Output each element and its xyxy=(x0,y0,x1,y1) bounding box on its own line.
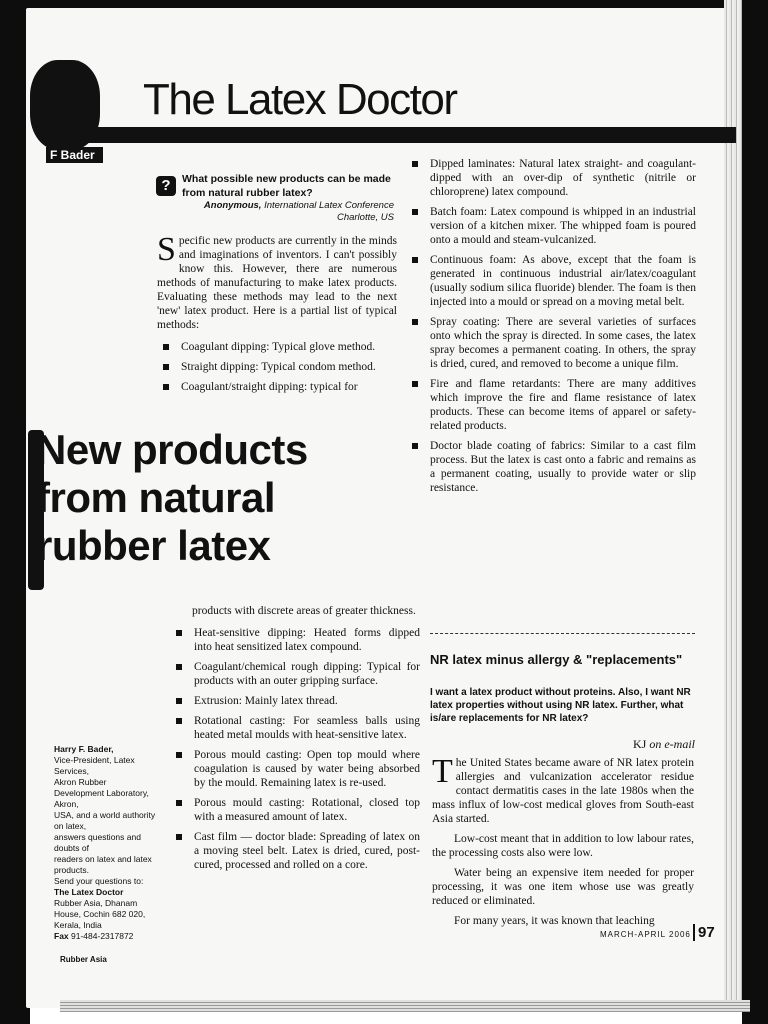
bio-line: products. xyxy=(54,865,89,875)
method-list-b xyxy=(170,626,420,872)
address-line: House, Cochin 682 020, xyxy=(54,909,146,919)
answer-1-column-b xyxy=(170,604,420,878)
question-1-location: Charlotte, US xyxy=(336,212,394,223)
address-line: Rubber Asia, Dhanam xyxy=(54,898,138,908)
list-item: Spray coating: There are several varieties of surfaces onto which the spray is directed. In some cases, the latex spray becomes a permanent coating. In others, the spray is dried, cured, and removed to become a unique film. xyxy=(406,315,696,371)
bio-line: readers on latex and latex xyxy=(54,854,152,864)
page-number: 97 xyxy=(693,924,715,941)
column-title: The Latex Doctor xyxy=(143,75,457,124)
answer-2-column xyxy=(432,753,694,928)
list-item: Porous mould casting: Open top mould where coagulation is caused by water being absorbed by the mould. Remaining latex is re-used. xyxy=(170,748,420,790)
question-2-asker: KJ xyxy=(633,737,647,751)
headline-line: New products xyxy=(36,426,308,473)
bio-line: Development Laboratory, xyxy=(54,788,149,798)
question-2-source: on e-mail xyxy=(646,737,695,751)
list-item: Coagulant/chemical rough dipping: Typical for products with an outer gripping surface. xyxy=(170,660,420,688)
answer-1-column-c xyxy=(406,157,696,501)
answer-2-para: Low-cost meant that in addition to low labour rates, the processing costs also were low. xyxy=(432,833,694,859)
bio-line: on latex, xyxy=(54,821,87,831)
headline-line: rubber latex xyxy=(36,522,271,569)
bio-line: USA, and a world authority xyxy=(54,810,156,820)
question-1-attribution xyxy=(182,200,394,224)
list-item: Continuous foam: As above, except that the foam is generated in continuous industrial air/latex/coagulant (usually sodium silica fluoride) blender. The foam is then injected into a mould or spread on a moving metal belt. xyxy=(406,253,696,309)
answer-2-para: The United States became aware of NR latex protein allergies and vulcanization accelerator residue contact dermatitis cases in the late 1980s when the mass influx of low-cost medical gloves from South-east Asia started. xyxy=(432,753,694,825)
answer-2-para: For many years, it was known that leaching xyxy=(454,915,655,927)
bio-line: answers questions and xyxy=(54,832,141,842)
bio-line: Services, xyxy=(54,766,89,776)
method-continued: products with discrete areas of greater thickness. xyxy=(192,605,416,617)
list-item: Doctor blade coating of fabrics: Similar to a cast film process. But the latex is cast onto a fabric and remains as a permanent coating, usually to provide water or slip resistance. xyxy=(406,439,696,495)
title-rule xyxy=(72,127,736,143)
bio-line: doubts of xyxy=(54,843,89,853)
answer-2-para: Water being an expensive item needed for proper processing, it was one item whose use was greatly reduced or eliminated. xyxy=(432,867,694,907)
address-line: Kerala, India xyxy=(54,920,102,930)
answer-1-column-a xyxy=(157,231,397,400)
page-stack-edge xyxy=(724,0,742,1000)
fax-number: 91-484-2317872 xyxy=(68,931,134,941)
list-item: Extrusion: Mainly latex thread. xyxy=(170,694,420,708)
question-2-text: I want a latex product without proteins. Also, I want NR latex properties without using NR latex. Further, what is/are replacements for NR latex? xyxy=(430,687,691,724)
scan-shadow-right xyxy=(742,0,768,1024)
author-bio-sidebar xyxy=(54,744,174,942)
page-stack-bottom xyxy=(60,1000,750,1012)
feature-headline xyxy=(36,426,308,570)
issue-date: MARCH-APRIL 2006 xyxy=(600,930,691,939)
send-to-name: The Latex Doctor xyxy=(54,887,124,897)
method-list-c xyxy=(406,157,696,495)
list-item: Straight dipping: Typical condom method. xyxy=(157,360,397,374)
bio-line: Send your questions to: xyxy=(54,876,144,886)
list-item: Rotational casting: For seamless balls using heated metal moulds with heat-sensitive latex. xyxy=(170,714,420,742)
method-list-a xyxy=(157,340,397,394)
list-item: Porous mould casting: Rotational, closed top with a measured amount of latex. xyxy=(170,796,420,824)
publication-name: Rubber Asia xyxy=(60,955,107,964)
list-item: Fire and flame retardants: There are many additives which improve the fire and flame resistance of latex products. These can become items of apparel or safety-related products. xyxy=(406,377,696,433)
dropcap-t: T xyxy=(432,753,453,790)
question-1-text: What possible new products can be made from natural rubber latex? xyxy=(182,173,391,199)
list-item: Coagulant/straight dipping: typical for xyxy=(157,380,397,394)
bio-line: Akron, xyxy=(54,799,79,809)
author-name: Harry F. Bader, xyxy=(54,744,114,754)
question-1-event: International Latex Conference xyxy=(261,200,394,211)
list-item: Heat-sensitive dipping: Heated forms dipped into heat sensitized latex compound. xyxy=(170,626,420,654)
question-1-asker: Anonymous, xyxy=(203,200,262,211)
list-item: Batch foam: Latex compound is whipped in an industrial version of a kitchen mixer. The whipped foam is poured onto a mould and steam-vulcanized. xyxy=(406,205,696,247)
section-divider xyxy=(430,633,695,634)
bio-line: Akron Rubber xyxy=(54,777,107,787)
dropcap-s: S xyxy=(157,231,176,268)
author-tag: F Bader xyxy=(46,147,103,163)
question-2-title: NR latex minus allergy & "replacements" xyxy=(430,652,683,667)
answer-1-intro: Specific new products are currently in the minds and imaginations of inventors. I can't possibly know this. However, there are numerous methods of manufacturing to make latex products. Evaluating these methods may lead to the next 'new' latex product. Here is a partial list of typical methods: xyxy=(157,231,397,331)
list-item: Coagulant dipping: Typical glove method. xyxy=(157,340,397,354)
bio-line: Vice-President, Latex xyxy=(54,755,135,765)
question-2-attribution xyxy=(430,737,695,752)
list-item: Cast film — doctor blade: Spreading of latex on a moving steel belt. Latex is dried, cured, post-cured, processed and rolled on a core. xyxy=(170,830,420,872)
fax-line xyxy=(54,931,174,942)
headline-line: from natural xyxy=(36,474,276,521)
question-mark-icon: ? xyxy=(156,176,176,196)
list-item: Dipped laminates: Natural latex straight- and coagulant-dipped with an over-dip of synthetic (nitrile or chloroprene) latex compound. xyxy=(406,157,696,199)
fax-label: Fax xyxy=(54,931,69,941)
